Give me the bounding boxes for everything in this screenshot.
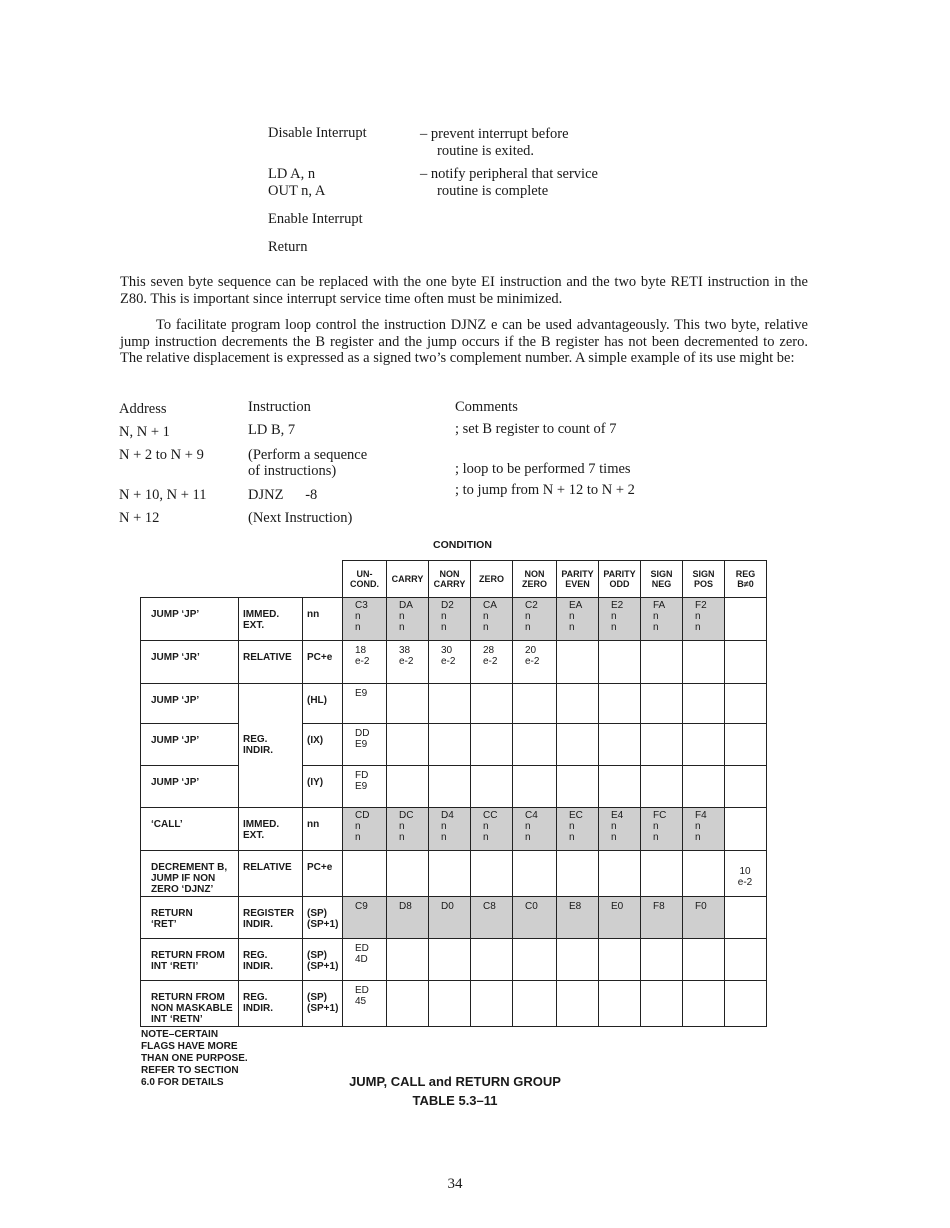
seq-out: OUT n, A	[268, 183, 326, 199]
opcode-cell: 38 e-2	[387, 641, 429, 684]
example-address: N + 12	[119, 510, 160, 526]
operand: (IX)	[303, 724, 343, 766]
opcode-cell: EC n n	[557, 808, 599, 851]
row-label: ‘CALL’	[141, 808, 239, 851]
opcode-cell	[725, 981, 767, 1027]
opcode-cell	[725, 684, 767, 724]
opcode-cell	[387, 684, 429, 724]
opcode-cell: E8	[557, 897, 599, 939]
opcode-cell: 30 e-2	[429, 641, 471, 684]
opcode-table	[140, 560, 767, 1027]
example-comment: ; to jump from N + 12 to N + 2	[455, 482, 635, 498]
opcode-cell	[387, 939, 429, 981]
table-row	[141, 598, 767, 641]
row-label: DECREMENT B, JUMP IF NON ZERO ‘DJNZ’	[141, 851, 239, 897]
row-label: RETURN FROM NON MASKABLE INT ‘RETN’	[141, 981, 239, 1027]
row-label: JUMP ‘JP’	[141, 766, 239, 808]
table-corner-blank	[141, 561, 343, 598]
column-header: REG B≠0	[725, 561, 767, 598]
table-caption-title: JUMP, CALL and RETURN GROUP	[349, 1074, 561, 1089]
addressing-mode: REG. INDIR.	[239, 939, 303, 981]
opcode-cell: D4 n n	[429, 808, 471, 851]
seq-disable-comment-2: routine is exited.	[437, 143, 535, 159]
opcode-cell: C4 n n	[513, 808, 557, 851]
column-header: PARITY ODD	[599, 561, 641, 598]
opcode-cell	[387, 981, 429, 1027]
opcode-cell	[725, 766, 767, 808]
opcode-cell: C2 n n	[513, 598, 557, 641]
opcode-cell	[513, 981, 557, 1027]
column-header: NON CARRY	[429, 561, 471, 598]
opcode-cell	[513, 766, 557, 808]
opcode-cell: FA n n	[641, 598, 683, 641]
column-header: ZERO	[471, 561, 513, 598]
page-number: 34	[447, 1176, 463, 1192]
operand: PC+e	[303, 641, 343, 684]
opcode-cell: CC n n	[471, 808, 513, 851]
opcode-cell	[683, 851, 725, 897]
opcode-cell: F8	[641, 897, 683, 939]
seq-return: Return	[268, 239, 308, 255]
opcode-cell: C9	[343, 897, 387, 939]
opcode-cell: ED 45	[343, 981, 387, 1027]
opcode-cell	[471, 766, 513, 808]
seq-disable-comment-1: – prevent interrupt before	[420, 126, 569, 142]
column-header: UN- COND.	[343, 561, 387, 598]
opcode-cell	[513, 851, 557, 897]
opcode-cell	[683, 766, 725, 808]
opcode-cell	[641, 766, 683, 808]
addressing-mode: REGISTER INDIR.	[239, 897, 303, 939]
table-row	[141, 897, 767, 939]
row-label: RETURN FROM INT ‘RETI’	[141, 939, 239, 981]
opcode-cell	[725, 897, 767, 939]
seq-enable: Enable Interrupt	[268, 211, 363, 227]
opcode-cell	[641, 851, 683, 897]
opcode-cell	[387, 766, 429, 808]
operand: (SP) (SP+1)	[303, 897, 343, 939]
seq-notify-comment-1: – notify peripheral that service	[420, 166, 598, 182]
table-row	[141, 808, 767, 851]
operand: (SP) (SP+1)	[303, 939, 343, 981]
opcode-cell: 20 e-2	[513, 641, 557, 684]
opcode-cell	[429, 684, 471, 724]
column-header: SIGN POS	[683, 561, 725, 598]
opcode-cell	[683, 684, 725, 724]
opcode-cell: DC n n	[387, 808, 429, 851]
example-instruction: (Next Instruction)	[248, 510, 353, 526]
table-header-row	[141, 561, 767, 598]
column-header: PARITY EVEN	[557, 561, 599, 598]
row-label: JUMP ‘JP’	[141, 598, 239, 641]
opcode-cell	[725, 808, 767, 851]
opcode-cell	[471, 939, 513, 981]
opcode-cell	[429, 851, 471, 897]
opcode-cell: DA n n	[387, 598, 429, 641]
opcode-cell: F4 n n	[683, 808, 725, 851]
opcode-cell	[599, 766, 641, 808]
opcode-cell	[683, 641, 725, 684]
addressing-mode: IMMED. EXT.	[239, 808, 303, 851]
opcode-cell: DD E9	[343, 724, 387, 766]
paragraph-2: To facilitate program loop control the instruction DJNZ e can be used advantageously. This two byte, relative jump instruction decrements the B register and the jump occurs if the B register has not been decremented to zero. The relative displacement is expressed as a signed two’s complement number. A simple example of its use might be:	[120, 317, 808, 366]
opcode-cell: F2 n n	[683, 598, 725, 641]
row-label: JUMP ‘JR’	[141, 641, 239, 684]
opcode-cell	[725, 641, 767, 684]
example-address: N, N + 1	[119, 424, 170, 440]
opcode-cell	[343, 851, 387, 897]
opcode-cell	[557, 939, 599, 981]
addressing-mode: IMMED. EXT.	[239, 598, 303, 641]
opcode-cell: EA n n	[557, 598, 599, 641]
opcode-cell	[599, 684, 641, 724]
opcode-cell: ED 4D	[343, 939, 387, 981]
addressing-mode: REG. INDIR.	[239, 684, 303, 808]
opcode-cell	[471, 684, 513, 724]
opcode-cell	[599, 851, 641, 897]
table-row	[141, 939, 767, 981]
opcode-cell	[557, 641, 599, 684]
opcode-cell	[641, 724, 683, 766]
table-row	[141, 641, 767, 684]
opcode-cell: D8	[387, 897, 429, 939]
opcode-cell	[641, 981, 683, 1027]
row-label: JUMP ‘JP’	[141, 724, 239, 766]
column-header: NON ZERO	[513, 561, 557, 598]
opcode-cell: E4 n n	[599, 808, 641, 851]
example-header-comments: Comments	[455, 399, 518, 415]
operand: nn	[303, 598, 343, 641]
opcode-cell	[683, 981, 725, 1027]
table-note: NOTE–CERTAIN FLAGS HAVE MORE THAN ONE PURPOSE. REFER TO SECTION 6.0 FOR DETAILS	[141, 1029, 248, 1088]
opcode-cell: CA n n	[471, 598, 513, 641]
opcode-cell	[387, 851, 429, 897]
opcode-cell: F0	[683, 897, 725, 939]
opcode-cell	[513, 939, 557, 981]
opcode-cell	[599, 981, 641, 1027]
opcode-cell	[599, 724, 641, 766]
paragraph-1: This seven byte sequence can be replaced with the one byte EI instruction and the two byte RETI instruction in the Z80. This is important since interrupt service time often must be minimized.	[120, 274, 808, 307]
column-header: SIGN NEG	[641, 561, 683, 598]
example-header-address: Address	[119, 401, 167, 417]
column-header: CARRY	[387, 561, 429, 598]
opcode-cell: E2 n n	[599, 598, 641, 641]
operand: nn	[303, 808, 343, 851]
table-row	[141, 851, 767, 897]
addressing-mode: RELATIVE	[239, 641, 303, 684]
addressing-mode: RELATIVE	[239, 851, 303, 897]
opcode-cell	[387, 724, 429, 766]
opcode-cell	[557, 766, 599, 808]
opcode-cell: D2 n n	[429, 598, 471, 641]
opcode-cell	[641, 684, 683, 724]
opcode-cell: C8	[471, 897, 513, 939]
opcode-cell: CD n n	[343, 808, 387, 851]
seq-disable: Disable Interrupt	[268, 125, 367, 141]
opcode-cell	[471, 724, 513, 766]
operand: (SP) (SP+1)	[303, 981, 343, 1027]
example-instruction: (Perform a sequence of instructions)	[248, 447, 368, 479]
opcode-cell	[599, 641, 641, 684]
opcode-cell: 18 e-2	[343, 641, 387, 684]
opcode-cell	[725, 598, 767, 641]
seq-ld: LD A, n	[268, 166, 316, 182]
example-comment: ; set B register to count of 7	[455, 421, 617, 437]
opcode-cell	[683, 724, 725, 766]
operand: (HL)	[303, 684, 343, 724]
example-address: N + 10, N + 11	[119, 487, 207, 503]
condition-title: CONDITION	[433, 539, 492, 551]
opcode-cell	[471, 851, 513, 897]
opcode-cell	[557, 684, 599, 724]
opcode-cell: D0	[429, 897, 471, 939]
opcode-cell	[429, 766, 471, 808]
opcode-cell	[683, 939, 725, 981]
table-caption-number: TABLE 5.3–11	[412, 1093, 498, 1108]
opcode-cell	[429, 939, 471, 981]
opcode-cell: C3 n n	[343, 598, 387, 641]
opcode-cell: FC n n	[641, 808, 683, 851]
opcode-cell	[725, 939, 767, 981]
operand: (IY)	[303, 766, 343, 808]
example-instruction: DJNZ -8	[248, 487, 318, 503]
opcode-cell: E0	[599, 897, 641, 939]
opcode-cell	[557, 981, 599, 1027]
opcode-cell	[471, 981, 513, 1027]
opcode-cell	[641, 939, 683, 981]
seq-notify-comment-2: routine is complete	[437, 183, 549, 199]
opcode-cell: 28 e-2	[471, 641, 513, 684]
example-comment: ; loop to be performed 7 times	[455, 461, 631, 477]
opcode-cell	[725, 724, 767, 766]
opcode-cell	[513, 684, 557, 724]
opcode-cell: FD E9	[343, 766, 387, 808]
table-row	[141, 684, 767, 724]
opcode-cell	[557, 724, 599, 766]
opcode-cell: 10 e-2	[725, 851, 767, 897]
opcode-cell	[429, 724, 471, 766]
addressing-mode: REG. INDIR.	[239, 981, 303, 1027]
opcode-cell	[599, 939, 641, 981]
example-instruction: LD B, 7	[248, 422, 296, 438]
table-row	[141, 766, 767, 808]
table-caption	[300, 1072, 610, 1110]
opcode-cell	[513, 724, 557, 766]
operand: PC+e	[303, 851, 343, 897]
opcode-cell	[557, 851, 599, 897]
opcode-cell	[429, 981, 471, 1027]
row-label: JUMP ‘JP’	[141, 684, 239, 724]
example-header-instruction: Instruction	[248, 399, 311, 415]
opcode-cell: E9	[343, 684, 387, 724]
example-address: N + 2 to N + 9	[119, 447, 204, 463]
opcode-cell	[641, 641, 683, 684]
table-row	[141, 981, 767, 1027]
table-row	[141, 724, 767, 766]
opcode-cell: C0	[513, 897, 557, 939]
row-label: RETURN ‘RET’	[141, 897, 239, 939]
